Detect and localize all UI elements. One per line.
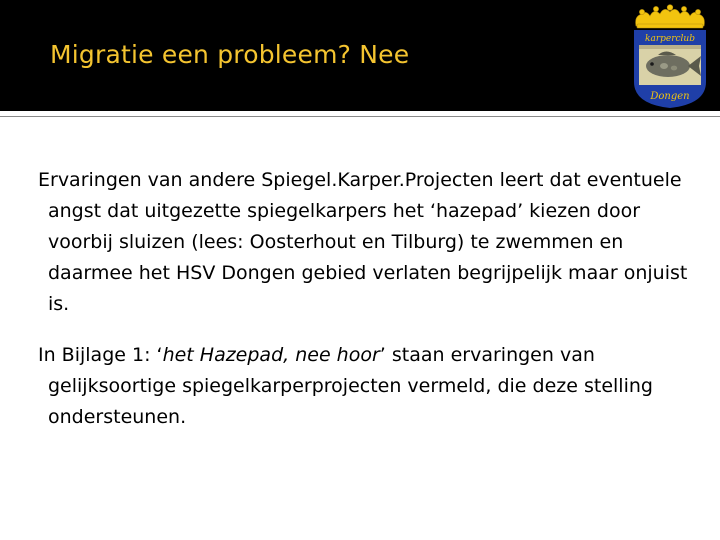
- appendix-text-after: ’ staan ervaringen van gelijksoortige spiegelkarperprojecten vermeld, die deze stelling ondersteunen.: [48, 344, 653, 428]
- appendix-title-italic: het Hazepad, nee hoor: [162, 344, 380, 366]
- title-divider: [0, 116, 720, 117]
- logo-bottom-text: Dongen: [650, 91, 690, 102]
- paragraph-experiences: Ervaringen van andere Spiegel.Karper.Projecten leert dat eventuele angst dat uitgezette spiegelkarpers het ‘hazepad’ kiezen door voorbij sluizen (lees: Oosterhout en Tilburg) te zwemmen en daarmee het HSV Dongen gebied verlaten begrijpelijk maar onjuist is.: [38, 169, 688, 315]
- slide-title: Migratie een probleem? Nee: [50, 40, 410, 69]
- title-bar: [0, 0, 720, 111]
- paragraph-appendix: [38, 340, 710, 433]
- crown-icon: [636, 5, 705, 28]
- karperclub-dongen-crest-icon: [628, 4, 712, 110]
- logo-top-text: karperclub: [645, 34, 695, 44]
- slide-body: [38, 165, 710, 453]
- appendix-text-before: In Bijlage 1: ‘: [38, 344, 163, 366]
